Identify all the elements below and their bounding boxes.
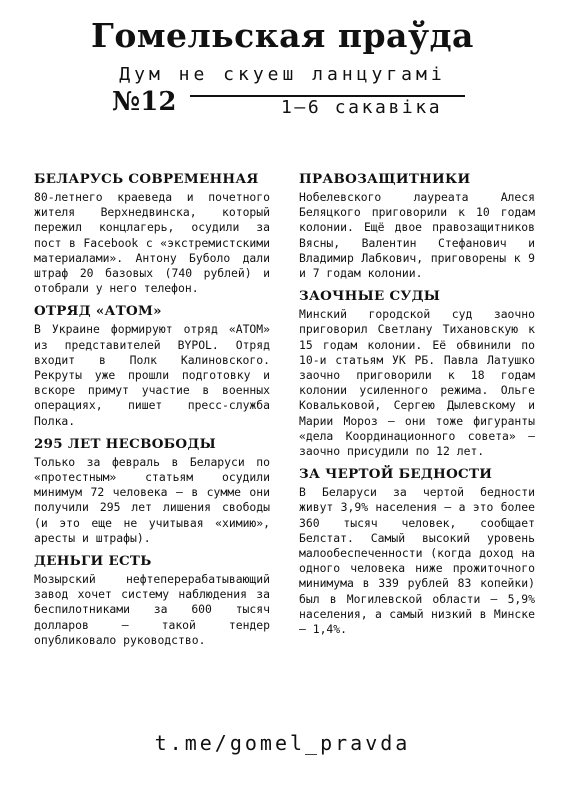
article-atom-unit (34, 302, 270, 428)
article-heading: ДЕНЬГИ ЕСТЬ (34, 553, 152, 570)
left-column (34, 170, 270, 654)
article-poverty (299, 465, 535, 637)
article-heading: БЕЛАРУСЬ СОВРЕМЕННАЯ (34, 171, 259, 187)
article-heading: ЗА ЧЕРТОЙ БЕДНОСТИ (299, 466, 493, 483)
article-body: Нобелевского лауреата Алеся Беляцкого приговорили к 10 годам колонии. Ещё двое правозащитников Вясны, Валентин Стефанович и Владимир Лабкович, приговорены к 9 и 7 годам колонии. (299, 190, 535, 281)
article-heading: ЗАОЧНЫЕ СУДЫ (299, 288, 441, 305)
right-column (299, 170, 535, 643)
article-295-years (34, 435, 270, 546)
article-body: Минский городской суд заочно приговорил Светлану Тихановскую к 15 годам колонии. Её обвинили по 10-и статьям УК РБ. Павла Латушко заочно приговорили к 18 годам колонии усиленного режима. Ольге Ковальковой, Сергею Дылевскому и Марии Мороз — они тоже фигуранты «дела Координационного совета» — заочно присудили по 12 лет. (299, 307, 535, 459)
issue-dates: 1—6 сакавіка (281, 97, 443, 118)
article-body: Только за февраль в Беларуси по «протестным» статьям осудили минимум 72 человека — в сумме они получили 295 лет лишения свободы (и это еще не учитывая «химию», аресты и штрафы). (34, 454, 270, 545)
article-heading: 295 ЛЕТ НЕСВОБОДЫ (34, 435, 216, 452)
masthead (0, 0, 565, 130)
article-trials-in-absentia (299, 287, 535, 459)
article-body: В Беларуси за чертой бедности живут 3,9% населения — а это более 360 тысяч человек, сообщает Белстат. Самый высокий уровень малообеспеченности (когда доход на одного человека ниже прожиточного минимума в 339 рублей 83 копейки) был в Могилевской области — 5,9% населения, а самый низкий в Минске — 1,4%. (299, 485, 535, 637)
issue-number: №12 (112, 87, 177, 117)
article-body: В Украине формируют отряд «АТОМ» из представителей BYPOL. Отряд входит в Полк Калиновского. Рекруты уже прошли подготовку и вскоре примут участие в военных операциях, пишет пресс-служба Полка. (34, 322, 270, 428)
article-body: Мозырский нефтеперерабатывающий завод хочет систему наблюдения за беспилотниками за 600 тысяч долларов — такой тендер опубликовало руководство. (34, 572, 270, 647)
newspaper-title: Гомельская праўда (91, 16, 474, 55)
article-heading: ПРАВОЗАЩИТНИКИ (299, 171, 471, 187)
article-belarus-modern (34, 170, 270, 296)
article-body: 80-летнего краеведа и почетного жителя Верхнедвинска, который пережил концлагерь, осудили за пост в Facebook с «экстремистскими материалами». Антону Буболо дали штраф 20 базовых (740 рублей) и отобрали у него телефон. (34, 190, 270, 296)
article-human-rights (299, 170, 535, 281)
article-money (34, 552, 270, 648)
newspaper-slogan: Дум не скуеш ланцугамі (119, 64, 446, 85)
telegram-link[interactable]: t.me/gomel_pravda (154, 731, 411, 755)
article-heading: ОТРЯД «АТОМ» (34, 303, 162, 320)
